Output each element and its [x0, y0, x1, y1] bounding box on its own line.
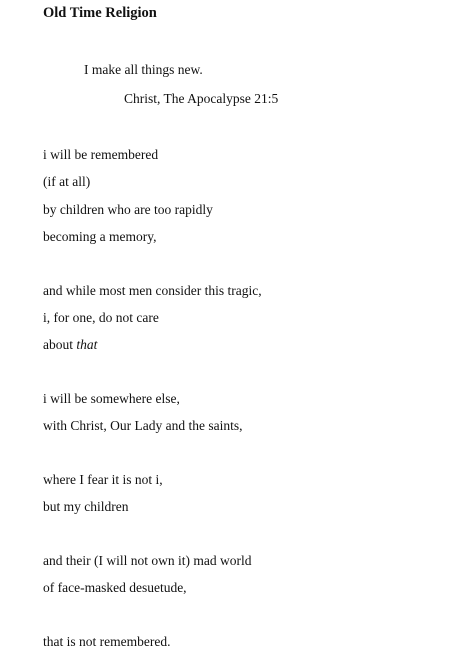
poem-line: that is not remembered. [43, 634, 171, 649]
poem-line [43, 335, 97, 355]
poem-line: where I fear it is not i, [43, 472, 163, 487]
poem-line: with Christ, Our Lady and the saints, [43, 418, 243, 433]
poem-line: i will be somewhere else, [43, 391, 180, 406]
epigraph-quote: I make all things new. [84, 62, 203, 77]
poem-line: (if at all) [43, 174, 91, 189]
poem-line: i will be remembered [43, 147, 159, 162]
poem-line: and their (I will not own it) mad world [43, 553, 252, 568]
poem-line: and while most men consider this tragic, [43, 283, 262, 298]
poem-title: Old Time Religion [43, 5, 157, 21]
poem-line: by children who are too rapidly [43, 202, 213, 217]
poem-line: i, for one, do not care [43, 310, 159, 325]
poem-line: of face-masked desuetude, [43, 580, 187, 595]
epigraph-source: Christ, The Apocalypse 21:5 [124, 91, 279, 106]
poem-line-plain: about [43, 337, 77, 352]
poem-line: but my children [43, 499, 129, 514]
poem-line: becoming a memory, [43, 229, 157, 244]
poem-line-italic: that [76, 337, 98, 352]
